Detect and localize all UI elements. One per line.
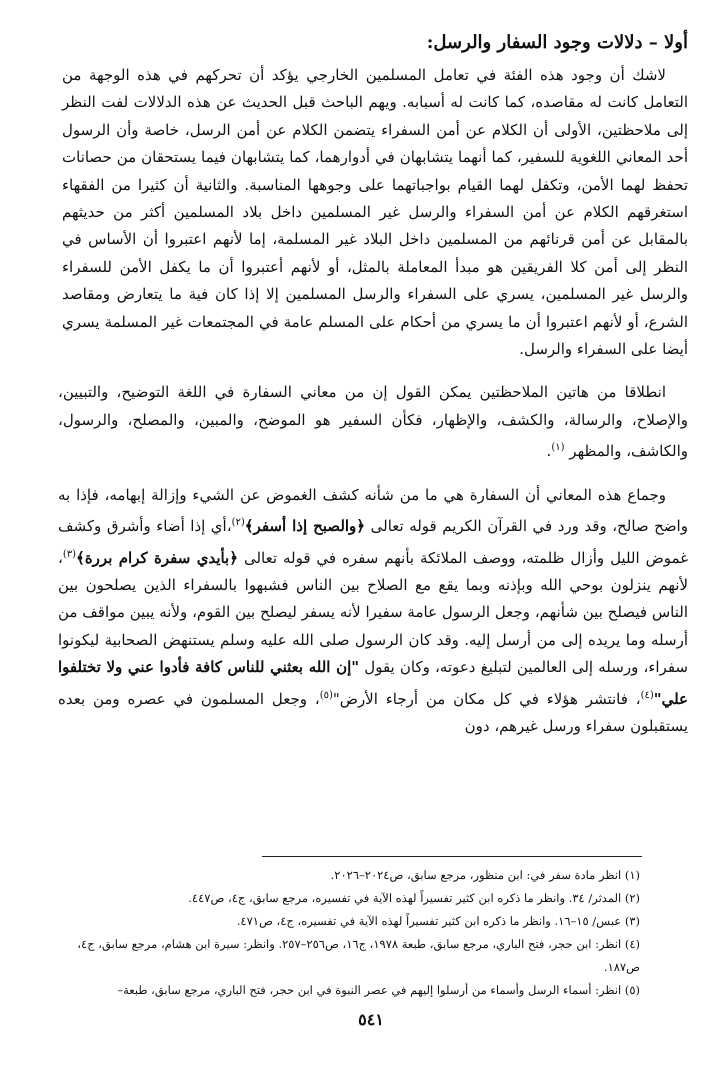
footnote-1: (١) انظر مادة سفر في: ابن منظور، مرجع سابق، ص٢٠٢٤–٢٠٢٦.	[330, 868, 640, 882]
paragraph-3	[58, 482, 688, 741]
footnote-ref-1: (١)	[551, 442, 565, 454]
paragraph-2: انطلاقا من هاتين الملاحظتين يمكن القول إن من معاني السفارة في اللغة التوضيح، والتبيين، والإصلاح، والرسالة، والكشف، والإظهار، فكأن السفير هو الموضح، والمبين، والمصلح، والرسول، والكاشف، والمظهر $^{(١)}$.	[58, 383, 688, 461]
paragraph-3-text-a: وجماع هذه المعاني أن السفارة هي ما من شأنه كشف الغموض عن الشيء وإزالة إبهامه، فإذا به واضح صالح، وقد ورد في القرآن الكريم قوله تعالى	[58, 485, 688, 536]
quran-verse-2: ﴿بأيدي سفرة كرام بررة﴾	[76, 548, 239, 567]
footnote-5: (٥) انظر: أسماء الرسل وأسماء من أرسلوا إليهم في عصر النبوة في ابن حجر، فتح الباري، مرجع سابق، طبعة–	[117, 983, 640, 997]
footnote-2: (٢) المدثر/ ٣٤. وانظر ما ذكره ابن كثير تفسيراً لهذه الآية في تفسيره، مرجع سابق، ج٤، ص٤٤٧.	[188, 891, 640, 905]
paragraph-3-text-c: ، لأنهم ينزلون بوحي الله وبإذنه وبما يقع مع الصلاح بين الناس فشبهوا بالسفراء الذين يصلحون بين الناس فيصلح بين شأنهم، وجعل الرسول عامة سفيرا لأنه يسفر ليصلح بين القوم، ولأنه يبين مواقف من أرسله وما يريده إلى من أرسل إليه. وقد كان الرسول صلى الله عليه وسلم يستنهض الصحابية ليكونوا سفراء، ورسله إلى العالمين لتبليغ دعوته، وكان يقول	[58, 548, 688, 677]
footnote-divider	[262, 856, 642, 857]
footnote-4: (٤) انظر: ابن حجر، فتح الباري، مرجع سابق، طبعة ١٩٧٨، ج١٦، ص٢٥٦–٢٥٧. وانظر: سيرة ابن هشام، مرجع سابق، ج٤، ص١٨٧.	[77, 937, 640, 974]
paragraph-2-text: انطلاقا من هاتين الملاحظتين يمكن القول إن من معاني السفارة في اللغة التوضيح، والتبيين، والإصلاح، والرسالة، والكشف، والإظهار، فكأن السفير هو الموضح، والمبين، والمصلح، والرسول، والكاشف، والمظهر	[58, 383, 688, 461]
footnotes	[52, 864, 640, 1002]
footnote-ref-4: (٤)	[640, 689, 654, 701]
paragraph-3-text-e: ، وجعل المسلمون في عصره ومن بعده يستقبلون سفراء ورسل غيرهم، دون	[58, 689, 688, 735]
paragraph-3-text-b: ،أي إذا أضاء وأشرق وكشف غموض الليل وأزال ظلمته، ووصف الملائكة بأنهم سفره في قوله تعالى	[58, 517, 688, 567]
section-heading: أولا – دلالات وجود السفار والرسل:	[426, 32, 688, 53]
footnote-3: (٣) عبس/ ١٥–١٦. وانظر ما ذكره ابن كثير تفسيراً لهذه الآية في تفسيره، ج٤، ص٤٧١.	[236, 914, 640, 928]
footnote-ref-2: (٢)	[231, 517, 245, 529]
hadith-quote: "إن الله بعثني للناس كافة فأدوا عني ولا تختلفوا علي"	[58, 658, 688, 708]
paragraph-1: لاشك أن وجود هذه الفئة في تعامل المسلمين الخارجي يؤكد أن تحركهم في هذه الوجهة من التعامل كانت له مقاصده، كما كانت له أسبابه. ويهم الباحث قبل الحديث عن هذه الدلالات لفت النظر إلى ملاحظتين، الأولى أن الكلام عن أمن السفراء يتضمن الكلام عن أمن الرسل، خاصة وأن الرسول أحد المعاني اللغوية للسفير، كما أنهما يتشابهان في أدوارهما، كما يتشابهان فيما يستحقان من حصانات تحفظ لهما الأمن، وتكفل لهما القيام بواجباتهما على وجوهها المناسبة. والثانية أن كثيرا من الفقهاء استغرقهم الكلام عن أمن السفراء والرسل غير المسلمين داخل بلاد المسلمين أكثر من حديثهم بالمقابل عن أمن قرنائهم من المسلمين داخل البلاد غير المسلمة، إما لأنهم اعتبروا أن الأساس في النظر إلى أمن كلا الفريقين هو مبدأ المعاملة بالمثل، أو لأنهم أعتبروا أن ما يكفل الأمن للسفراء والرسل غير المسلمين، يسري على السفراء والرسل المسلمين إلا إذا كان فية ما يتعارض ومقاصد الشرع، أو لأنهم اعتبروا أن ما يسري من أحكام على المسلم عامة في المجتمعات غير المسلمة يسري أيضا على السفراء والرسل.	[62, 66, 688, 359]
footnote-ref-5: (٥)	[319, 689, 333, 701]
paragraph-3-text-d: ، فانتشر هؤلاء في كل مكان من أرجاء الأرض"	[332, 689, 641, 708]
page-number: ٥٤١	[358, 1010, 384, 1029]
footnote-ref-3: (٣)	[62, 548, 77, 560]
quran-verse-1: ﴿والصبح إذا أسفر﴾	[244, 517, 366, 536]
